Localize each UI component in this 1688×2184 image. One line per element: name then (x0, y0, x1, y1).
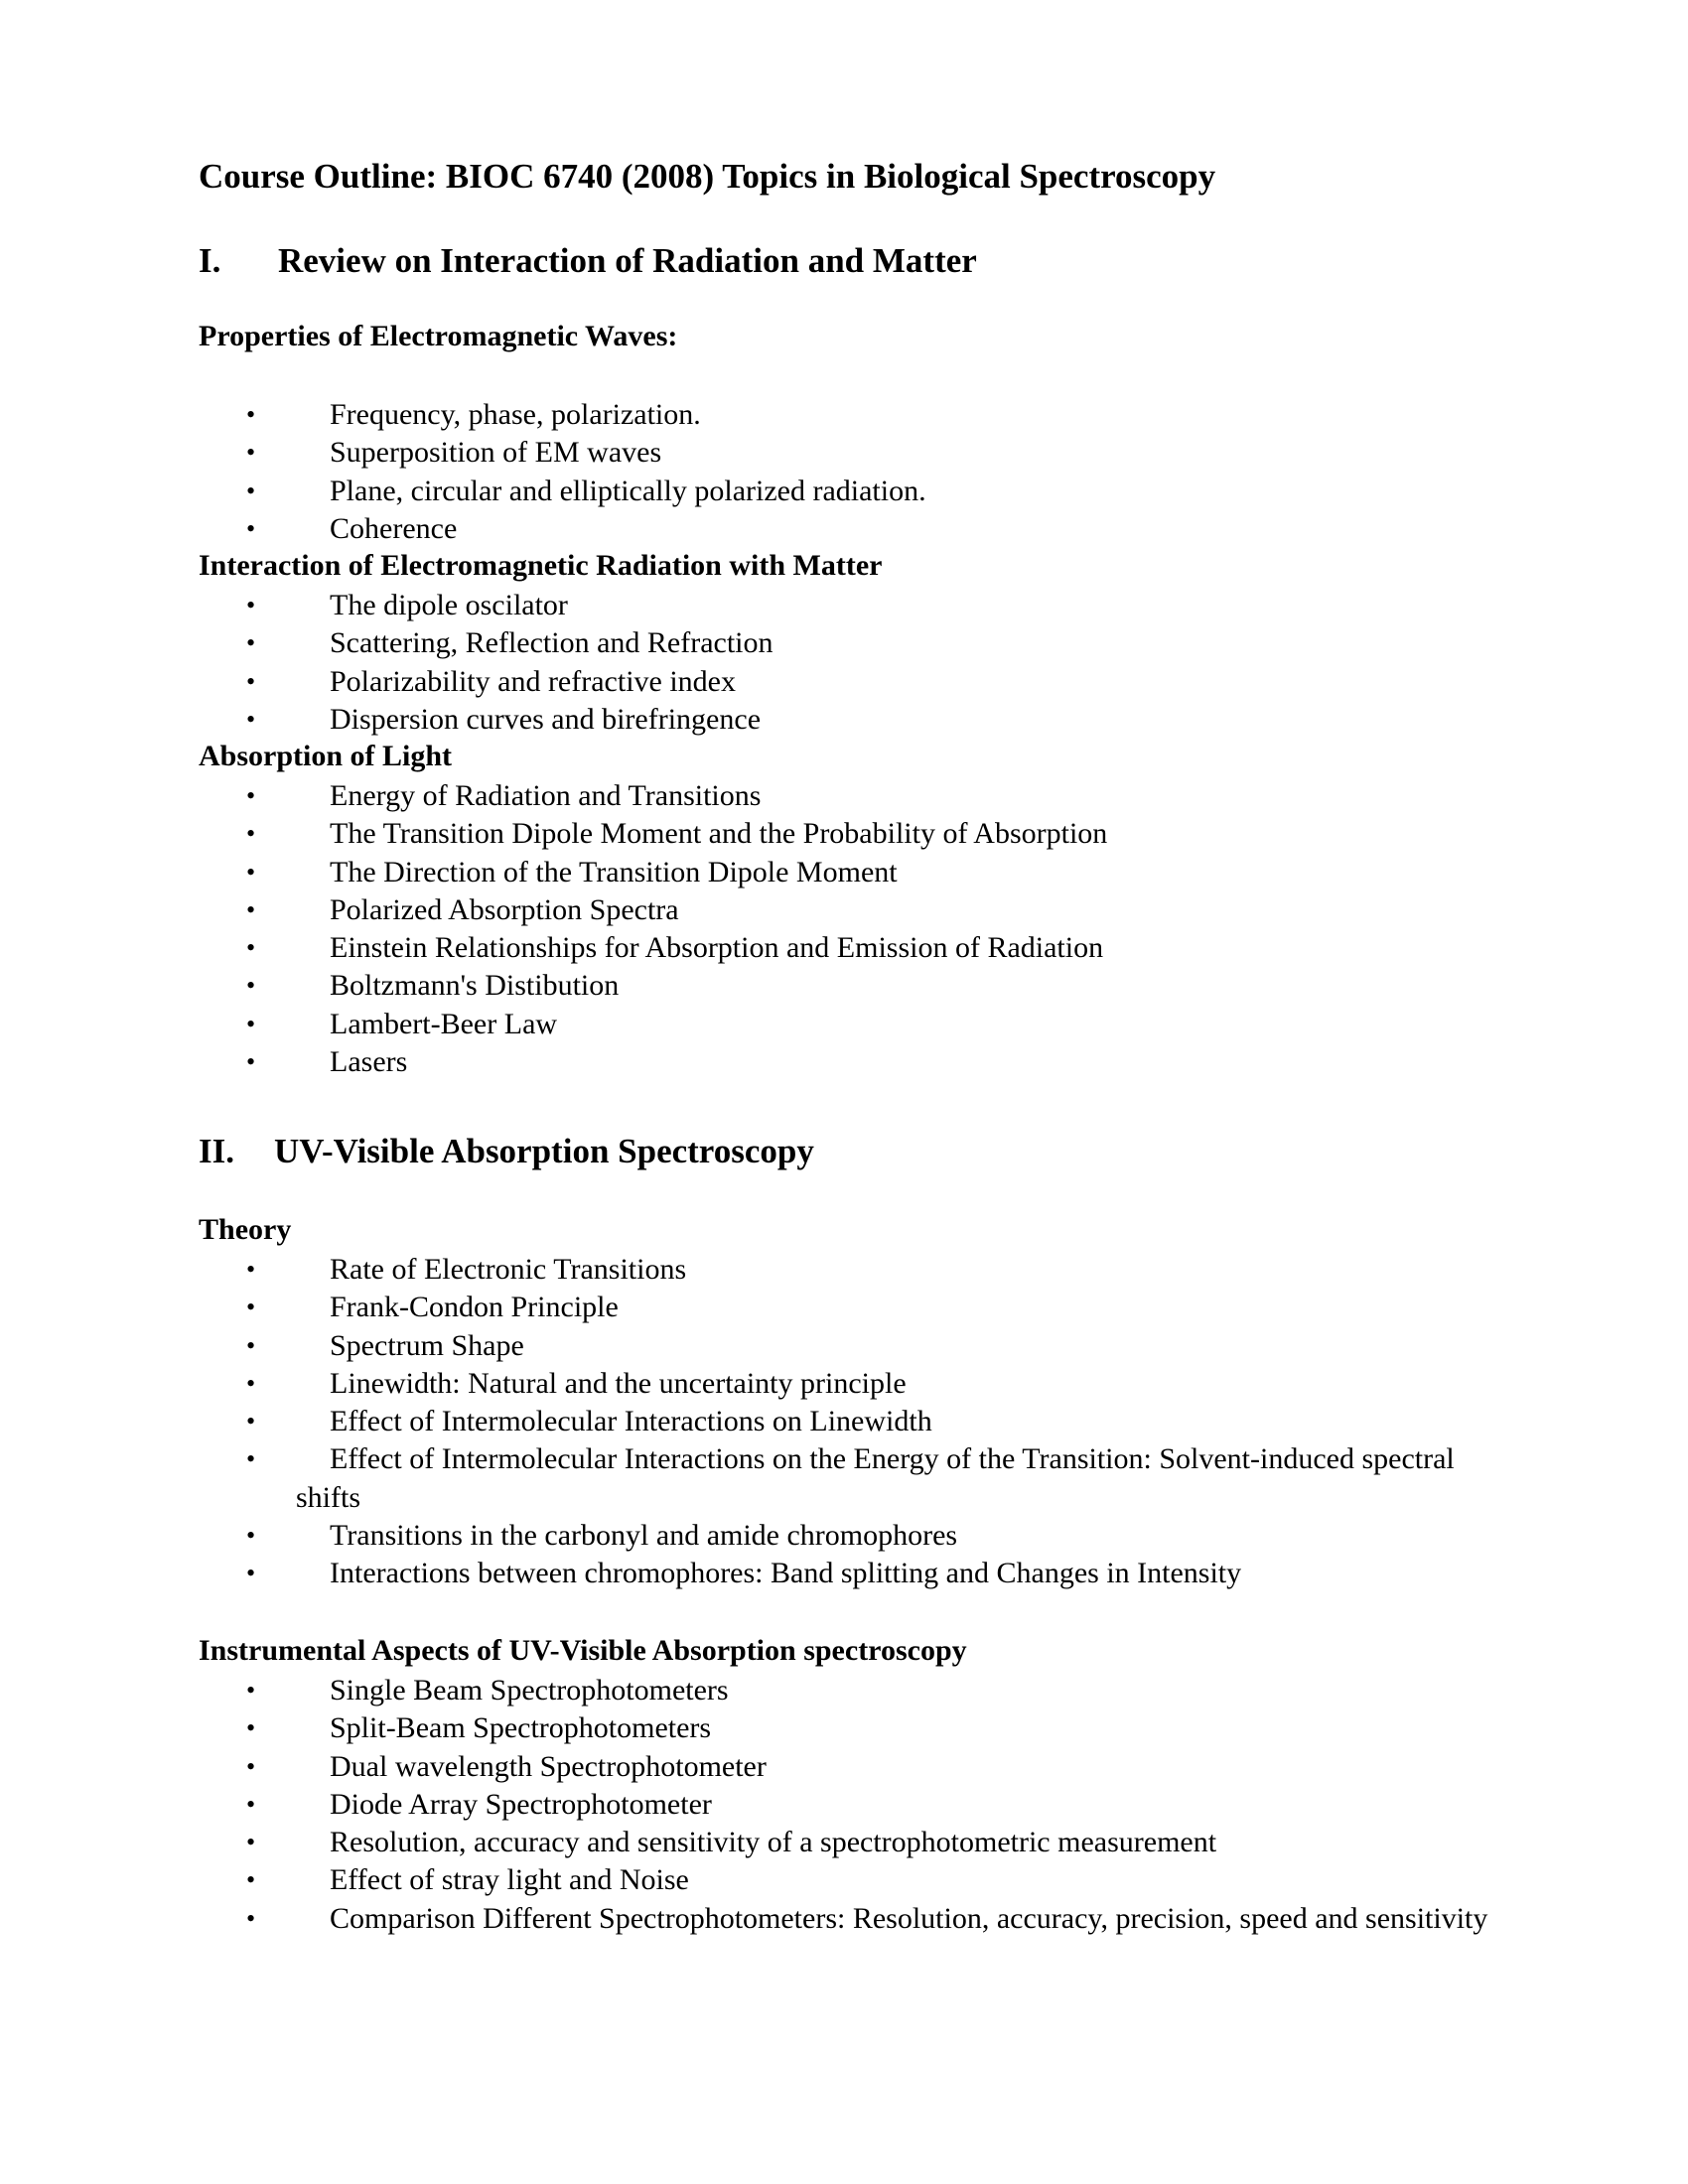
section-number: II. (199, 1132, 234, 1170)
list-item: • The dipole oscilator (0, 587, 1491, 624)
section-heading-2 (199, 1132, 814, 1171)
subheading-absorption: Absorption of Light (199, 740, 453, 772)
section-title: Review on Interaction of Radiation and Matter (278, 241, 977, 280)
bullet-icon: • (246, 781, 256, 810)
bullet-icon: • (246, 513, 256, 543)
subheading-instrumental: Instrumental Aspects of UV-Visible Absorption spectroscopy (199, 1634, 967, 1667)
bullet-icon: • (246, 1559, 256, 1588)
list-item: • Superposition of EM waves (0, 434, 1491, 472)
bullet-icon: • (246, 1789, 256, 1819)
subheading-interaction: Interaction of Electromagnetic Radiation with Matter (199, 549, 883, 582)
bullet-icon: • (246, 1255, 256, 1284)
list-item: • Diode Array Spectrophotometer (0, 1786, 1491, 1824)
bullet-icon: • (246, 476, 256, 505)
list-item: • Interactions between chromophores: Band splitting and Changes in Intensity (0, 1555, 1491, 1592)
bullet-icon: • (246, 1713, 256, 1743)
list-item: • The Direction of the Transition Dipole Moment (0, 854, 1491, 891)
list-item: • Effect of Intermolecular Interactions on the Energy of the Transition: Solvent-induced spectral shifts (246, 1442, 1455, 1514)
bullet-icon: • (246, 1407, 256, 1436)
list-item: • Plane, circular and elliptically polarized radiation. (0, 473, 1491, 510)
list-item: • Scattering, Reflection and Refraction (0, 624, 1491, 662)
list-em-waves (0, 396, 1688, 548)
bullet-icon: • (246, 1676, 256, 1705)
list-item: • Comparison Different Spectrophotometers: Resolution, accuracy, precision, speed and sensitivity (0, 1900, 1491, 1938)
bullet-icon: • (246, 704, 256, 734)
bullet-icon: • (246, 1521, 256, 1551)
bullet-icon: • (246, 1828, 256, 1857)
section-title: UV-Visible Absorption Spectroscopy (274, 1132, 814, 1170)
list-item: • Energy of Radiation and Transitions (0, 777, 1491, 815)
section-number: I. (199, 241, 221, 280)
subheading-theory: Theory (199, 1213, 292, 1246)
document-title: Course Outline: BIOC 6740 (2008) Topics in Biological Spectroscopy (199, 157, 1216, 196)
list-item: • Dispersion curves and birefringence (0, 701, 1491, 739)
bullet-icon: • (246, 857, 256, 887)
bullet-icon: • (246, 438, 256, 468)
list-item: • Resolution, accuracy and sensitivity of a spectrophotometric measurement (0, 1824, 1491, 1861)
bullet-icon: • (246, 400, 256, 429)
bullet-icon: • (246, 1047, 256, 1077)
bullet-icon: • (246, 1865, 256, 1895)
bullet-icon: • (246, 628, 256, 658)
list-item: • Single Beam Spectrophotometers (0, 1672, 1491, 1709)
list-item: • Lambert-Beer Law (0, 1006, 1491, 1043)
list-item: • Split-Beam Spectrophotometers (0, 1709, 1491, 1747)
bullet-icon: • (246, 1009, 256, 1038)
bullet-icon: • (246, 971, 256, 1001)
list-item: • The Transition Dipole Moment and the Probability of Absorption (0, 815, 1491, 853)
subheading-em-waves: Properties of Electromagnetic Waves: (199, 320, 678, 352)
list-item: • Rate of Electronic Transitions (0, 1251, 1491, 1289)
bullet-icon: • (246, 819, 256, 849)
list-item: • Frequency, phase, polarization. (0, 396, 1491, 434)
bullet-icon: • (246, 1444, 256, 1474)
list-item: • Coherence (0, 510, 1491, 548)
list-theory (0, 1251, 1688, 1593)
bullet-icon: • (246, 666, 256, 696)
list-item: • Frank-Condon Principle (0, 1289, 1491, 1326)
list-instrumental (0, 1672, 1688, 1938)
bullet-icon: • (246, 1751, 256, 1781)
bullet-icon: • (246, 1293, 256, 1322)
list-item: • Effect of stray light and Noise (0, 1861, 1491, 1899)
list-item: • Spectrum Shape (0, 1327, 1491, 1365)
list-interaction (0, 587, 1688, 739)
list-item: • Polarized Absorption Spectra (0, 891, 1491, 929)
bullet-icon: • (246, 1903, 256, 1933)
list-item: • Transitions in the carbonyl and amide chromophores (0, 1517, 1491, 1555)
bullet-icon: • (246, 933, 256, 963)
list-item: • Lasers (0, 1043, 1491, 1081)
list-item: • Einstein Relationships for Absorption and Emission of Radiation (0, 929, 1491, 967)
list-item: • Polarizability and refractive index (0, 663, 1491, 701)
list-item: • Boltzmann's Distibution (0, 967, 1491, 1005)
bullet-icon: • (246, 1330, 256, 1360)
list-absorption (0, 777, 1688, 1081)
list-item: • Linewidth: Natural and the uncertainty principle (0, 1365, 1491, 1403)
bullet-icon: • (246, 591, 256, 619)
section-heading-1 (199, 241, 977, 281)
list-item: • Dual wavelength Spectrophotometer (0, 1748, 1491, 1786)
list-item: • Effect of Intermolecular Interactions on Linewidth (0, 1403, 1491, 1440)
bullet-icon: • (246, 1368, 256, 1398)
bullet-icon: • (246, 894, 256, 924)
